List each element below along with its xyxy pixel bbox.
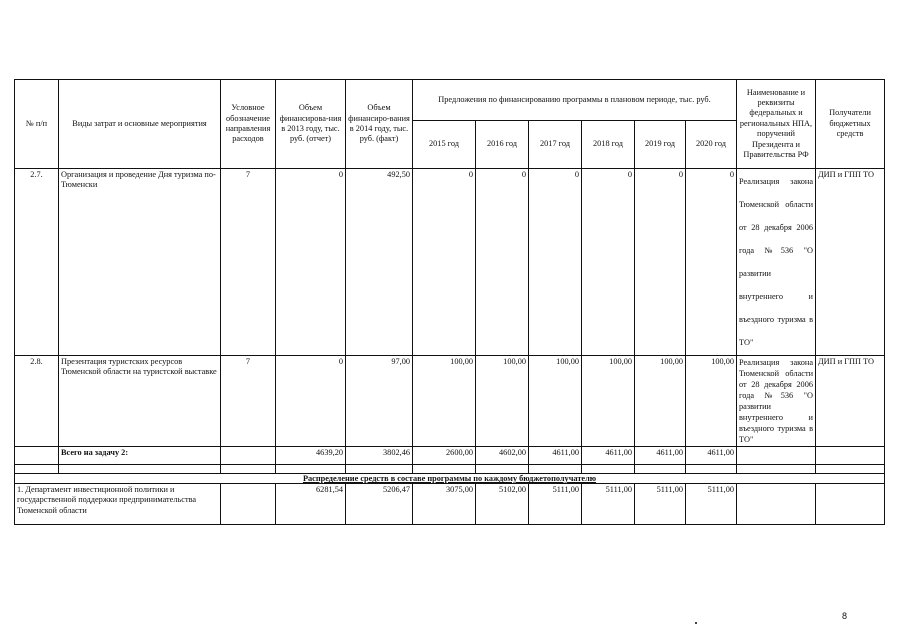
row-year-value: 0 (529, 169, 582, 356)
row-recipients: ДИП и ГПП ТО (816, 169, 885, 356)
row-code: 7 (221, 169, 276, 356)
row-name: Презентация туристских ресурсов Тюменской области на туристской выставке (59, 356, 221, 447)
department-year-value: 5111,00 (529, 484, 582, 525)
header-year: 2019 год (635, 121, 686, 169)
distribution-title: Распределение средств в составе программы по каждому бюджетополучателю (15, 474, 885, 484)
department-year-value: 3075,00 (413, 484, 476, 525)
header-num: № п/п (15, 80, 59, 169)
row-year-value: 0 (476, 169, 529, 356)
row-npa: Реализация закона Тюменской области от 28 декабря 2006 года №536 "О развитии внутреннего и въездного туризма в ТО" (737, 169, 816, 356)
row-num: 2.8. (15, 356, 59, 447)
department-year-value: 5111,00 (635, 484, 686, 525)
row-year-value: 100,00 (476, 356, 529, 447)
header-year: 2017 год (529, 121, 582, 169)
header-year: 2016 год (476, 121, 529, 169)
total-v2013: 4639,20 (276, 447, 346, 465)
table-row (15, 356, 885, 447)
total-v2014: 3802,46 (346, 447, 413, 465)
row-name: Организация и проведение Дня туризма по-Тюменски (59, 169, 221, 356)
row-year-value: 0 (635, 169, 686, 356)
row-year-value: 100,00 (582, 356, 635, 447)
page-number: 8 (842, 611, 848, 621)
department-v2013: 6281,54 (276, 484, 346, 525)
header-proposals: Предложения по финансированию программы в плановом периоде, тыс. руб. (413, 80, 737, 121)
total-year-value: 4611,00 (635, 447, 686, 465)
row-v2014: 97,00 (346, 356, 413, 447)
row-code: 7 (221, 356, 276, 447)
financing-table (14, 79, 885, 525)
total-year-value: 4611,00 (582, 447, 635, 465)
header-year: 2015 год (413, 121, 476, 169)
header-code: Условное обозначение направления расходов (221, 80, 276, 169)
row-num: 2.7. (15, 169, 59, 356)
row-year-value: 100,00 (635, 356, 686, 447)
header-kind: Виды затрат и основные мероприятия (59, 80, 221, 169)
total-year-value: 2600,00 (413, 447, 476, 465)
header-npa: Наименование и реквизиты федеральных и региональных НПА, поручений Президента и Правительства РФ (737, 80, 816, 169)
row-recipients: ДИП и ГПП ТО (816, 356, 885, 447)
row-year-value: 0 (413, 169, 476, 356)
department-name: 1. Департамент инвестиционной политики и государственной поддержки предпринимательства Тюменской области (15, 484, 221, 525)
total-year-value: 4611,00 (686, 447, 737, 465)
row-year-value: 100,00 (529, 356, 582, 447)
row-year-value: 100,00 (686, 356, 737, 447)
total-label: Всего на задачу 2: (59, 447, 221, 465)
row-npa: Реализация закона Тюменской области от 28 декабря 2006 года №536 "О развитии внутреннего и въездного туризма в ТО" (737, 356, 816, 447)
department-v2014: 5206,47 (346, 484, 413, 525)
row-v2014: 492,50 (346, 169, 413, 356)
row-year-value: 0 (686, 169, 737, 356)
department-year-value: 5102,00 (476, 484, 529, 525)
department-year-value: 5111,00 (582, 484, 635, 525)
row-year-value: 100,00 (413, 356, 476, 447)
row-v2013: 0 (276, 169, 346, 356)
scan-speck (695, 622, 697, 624)
row-year-value: 0 (582, 169, 635, 356)
header-year: 2018 год (582, 121, 635, 169)
total-row (15, 447, 885, 465)
header-year: 2020 год (686, 121, 737, 169)
total-year-value: 4602,00 (476, 447, 529, 465)
header-recipients: Получатели бюджетных средств (816, 80, 885, 169)
distribution-row (15, 474, 885, 484)
table-row (15, 169, 885, 356)
spacer-row (15, 465, 885, 474)
total-year-value: 4611,00 (529, 447, 582, 465)
department-year-value: 5111,00 (686, 484, 737, 525)
department-row (15, 484, 885, 525)
header-vol-2014: Объем финансиро-вания в 2014 году, тыс. руб. (факт) (346, 80, 413, 169)
row-v2013: 0 (276, 356, 346, 447)
header-vol-2013: Объем финансирова-ния в 2013 году, тыс. руб. (отчет) (276, 80, 346, 169)
